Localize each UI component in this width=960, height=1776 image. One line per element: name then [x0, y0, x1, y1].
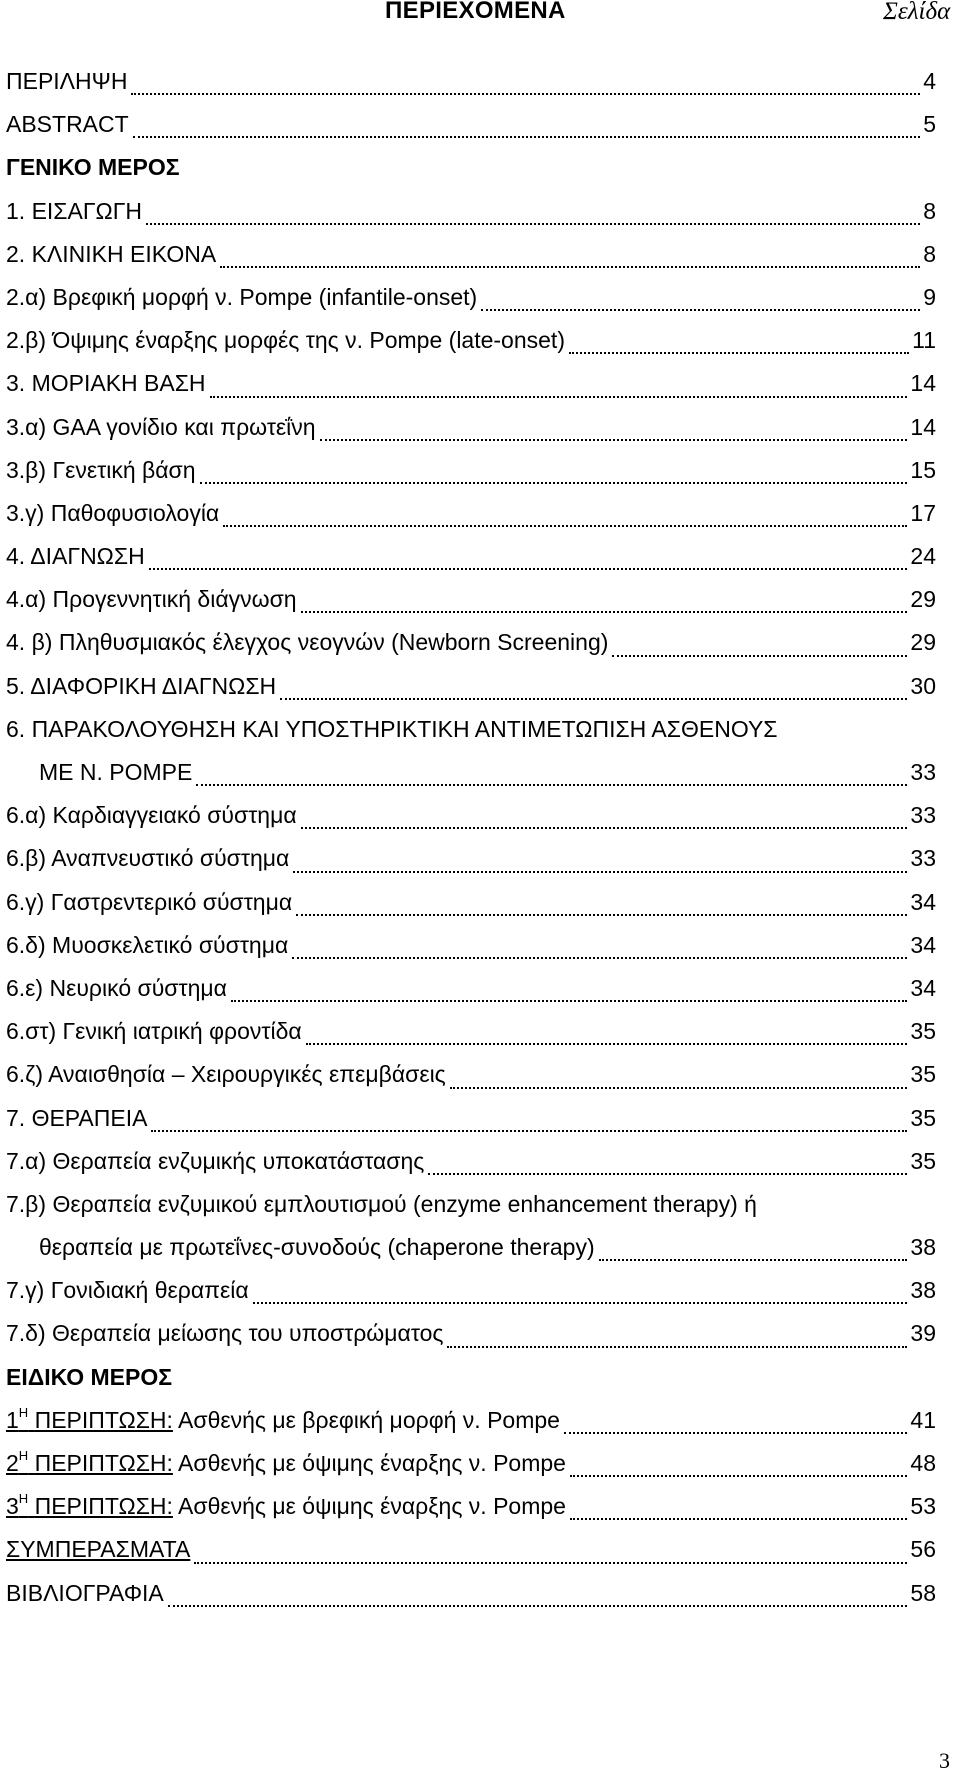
toc-entry-page: 53: [910, 1493, 936, 1520]
toc-entry-title: 6.δ) Μυοσκελετικό σύστημα: [6, 931, 289, 958]
toc-entry-title: [6, 1399, 560, 1445]
toc-entry-page: 48: [910, 1450, 936, 1476]
dot-leader: [280, 698, 907, 700]
toc-entry-page: 38: [910, 1234, 936, 1261]
toc-entry-title: ΣΥΜΠΕΡΑΣΜΑΤΑ: [6, 1536, 191, 1563]
case-superscript: Η: [18, 1448, 29, 1463]
dot-leader: [481, 309, 920, 311]
dot-leader: [253, 1302, 907, 1304]
toc-entry-title: 7.β) Θεραπεία ενζυμικού εμπλουτισμού (enzyme enhancement therapy) ή: [6, 1190, 757, 1217]
dot-leader: [194, 1562, 907, 1564]
dot-leader: [447, 1346, 907, 1348]
dot-leader: [293, 871, 907, 873]
dot-leader: [564, 1432, 907, 1434]
toc-entry-title: 6. ΠΑΡΑΚΟΛΟΥΘΗΣΗ ΚΑΙ ΥΠΟΣΤΗΡΙΚΤΙΚΗ ΑΝΤΙΜΕΤΩΠΙΣΗ ΑΣΘΕΝΟΥΣ: [6, 715, 778, 742]
toc-entry-title: 6.ζ) Αναισθησία – Χειρουργικές επεμβάσεις: [6, 1061, 446, 1088]
dot-leader: [151, 1130, 907, 1132]
dot-leader: [301, 827, 907, 829]
toc-entry[interactable]: [6, 578, 936, 621]
case-description: Ασθενής με όψιμης έναρξης ν. Pompe: [178, 1493, 566, 1520]
toc-entry-page: 33: [910, 845, 936, 872]
toc-entry-page: 35: [910, 1147, 936, 1174]
toc-entry-title: 2.α) Βρεφική μορφή ν. Pompe (infantile-onset): [6, 283, 478, 310]
dot-leader: [450, 1087, 907, 1089]
case-number: 1: [6, 1406, 19, 1433]
toc-entry-abstract[interactable]: [6, 103, 936, 146]
case-number: 2: [6, 1450, 19, 1476]
dot-leader: [612, 655, 907, 657]
dot-leader: [200, 482, 907, 484]
toc-entry-page: 33: [910, 759, 936, 785]
toc-entry-title: ΓΕΝΙΚΟ ΜΕΡΟΣ: [6, 154, 180, 181]
toc-entry-page: 34: [910, 931, 936, 958]
toc-entry-title: 6.στ) Γενική ιατρική φροντίδα: [6, 1018, 302, 1045]
toc-entry[interactable]: [6, 881, 936, 924]
toc-entry-page: 8: [923, 197, 936, 224]
toc-entry-title: 3.α) GAA γονίδιο και πρωτεΐνη: [6, 413, 316, 440]
dot-leader: [570, 1518, 907, 1520]
toc-entry[interactable]: [6, 1183, 936, 1226]
toc-entry[interactable]: [6, 406, 936, 449]
dot-leader: [428, 1173, 907, 1175]
toc-entry[interactable]: [6, 449, 936, 492]
toc-entry[interactable]: [6, 535, 936, 578]
toc-entry-page: 24: [910, 543, 936, 570]
toc-entry-title: 7. ΘΕΡΑΠΕΙΑ: [6, 1104, 148, 1131]
toc-entry[interactable]: [6, 751, 936, 794]
case-label: [6, 1493, 173, 1519]
dot-leader: [223, 525, 907, 527]
toc-entry[interactable]: [6, 1269, 936, 1312]
toc-entry-title: 6.β) Αναπνευστικό σύστημα: [6, 845, 290, 872]
toc-entry[interactable]: [6, 1097, 936, 1140]
toc-entry-title: 7.δ) Θεραπεία μείωσης του υποστρώματος: [6, 1320, 444, 1347]
toc-entry-page: 39: [910, 1320, 936, 1347]
toc-entry-case-3[interactable]: [6, 1485, 936, 1528]
case-description: Ασθενής με βρεφική μορφή ν. Pompe: [178, 1406, 560, 1433]
toc-entry-page: 38: [910, 1277, 936, 1304]
toc-entry-title: 3.β) Γενετική βάση: [6, 456, 196, 483]
toc-entry-page: 17: [910, 499, 936, 526]
toc-entry-title: ΒΙΒΛΙΟΓΡΑΦΙΑ: [6, 1579, 164, 1606]
toc-entry[interactable]: [6, 276, 936, 319]
dot-leader: [231, 1000, 907, 1002]
case-superscript: Η: [18, 1404, 29, 1420]
toc-entry-summary[interactable]: [6, 60, 936, 103]
dot-leader: [292, 957, 907, 959]
page-number: 3: [939, 1748, 950, 1773]
table-of-contents: [6, 60, 936, 1615]
toc-entry[interactable]: [6, 190, 936, 233]
toc-entry-case-2[interactable]: [6, 1442, 936, 1485]
case-superscript: Η: [18, 1491, 29, 1507]
toc-entry-title: 7.γ) Γονιδιακή θεραπεία: [6, 1277, 249, 1304]
section-heading-special: [6, 1356, 936, 1399]
dot-leader: [599, 1259, 907, 1261]
toc-entry-page: 56: [910, 1536, 936, 1563]
dot-leader: [296, 914, 907, 916]
dot-leader: [306, 1043, 907, 1045]
dot-leader: [146, 223, 920, 225]
toc-entry[interactable]: [6, 362, 936, 405]
case-label: [6, 1404, 173, 1433]
toc-entry-title: 1. ΕΙΣΑΓΩΓΗ: [6, 197, 143, 224]
toc-entry-page: 14: [910, 370, 936, 397]
toc-entry-page: 41: [910, 1406, 936, 1433]
toc-entry[interactable]: [6, 492, 936, 535]
toc-entry-title: [6, 1485, 566, 1531]
toc-entry[interactable]: [6, 233, 936, 276]
toc-entry-page: 15: [910, 456, 936, 483]
toc-entry-title: 4. β) Πληθυσμιακός έλεγχος νεογνών (Newborn Screening): [6, 629, 609, 656]
toc-entry-title: ABSTRACT: [6, 111, 129, 138]
toc-entry[interactable]: [6, 967, 936, 1010]
toc-entry[interactable]: [6, 1226, 936, 1269]
dot-leader: [149, 568, 907, 570]
toc-entry-conclusions[interactable]: [6, 1528, 936, 1571]
toc-entry-title: 7.α) Θεραπεία ενζυμικής υποκατάστασης: [6, 1147, 425, 1174]
toc-entry-title: [6, 1442, 566, 1488]
toc-entry-page: 11: [912, 327, 936, 354]
dot-leader: [131, 93, 920, 95]
toc-entry-page: 34: [910, 974, 936, 1001]
case-word: ΠΕΡΙΠΤΩΣΗ:: [34, 1406, 173, 1433]
toc-entry-page: 35: [910, 1061, 936, 1088]
case-label: [6, 1450, 173, 1476]
toc-entry[interactable]: [6, 924, 936, 967]
toc-entry[interactable]: [6, 1140, 936, 1183]
toc-entry[interactable]: [6, 621, 936, 664]
toc-entry[interactable]: [6, 794, 936, 837]
dot-leader: [210, 396, 907, 398]
toc-entry-title: 2.β) Όψιμης έναρξης μορφές της ν. Pompe (late-onset): [6, 327, 565, 354]
case-number: 3: [6, 1493, 19, 1520]
toc-entry[interactable]: [6, 665, 936, 708]
toc-entry-page: 29: [910, 629, 936, 656]
toc-entry-bibliography[interactable]: [6, 1572, 936, 1615]
page-column-label: Σελίδα: [883, 0, 951, 25]
dot-leader: [220, 266, 920, 268]
case-word: ΠΕΡΙΠΤΩΣΗ:: [34, 1450, 173, 1476]
toc-entry-title: 3.γ) Παθοφυσιολογία: [6, 499, 220, 526]
toc-entry-page: 9: [923, 283, 936, 310]
toc-entry-page: 33: [910, 802, 936, 829]
dot-leader: [569, 352, 909, 354]
toc-entry-page: 30: [910, 672, 936, 699]
toc-entry[interactable]: [6, 1053, 936, 1096]
toc-entry-page: 29: [910, 586, 936, 613]
toc-entry-title: 2. ΚΛΙΝΙΚΗ ΕΙΚΟΝΑ: [6, 240, 217, 267]
toc-entry-page: 35: [910, 1018, 936, 1045]
dot-leader: [168, 1605, 907, 1607]
dot-leader: [570, 1475, 907, 1477]
toc-title: ΠΕΡΙΕΧΟΜΕΝΑ: [385, 0, 566, 24]
toc-entry-title: 5. ΔΙΑΦΟΡΙΚΗ ΔΙΑΓΝΩΣΗ: [6, 672, 277, 699]
toc-entry-title: 6.α) Καρδιαγγειακό σύστημα: [6, 802, 297, 829]
dot-leader: [301, 611, 907, 613]
toc-entry-title: 6.γ) Γαστρεντερικό σύστημα: [6, 888, 293, 915]
toc-entry[interactable]: [6, 708, 936, 751]
dot-leader: [320, 439, 907, 441]
toc-entry-page: 34: [910, 888, 936, 915]
toc-entry-page: 4: [923, 68, 936, 94]
toc-entry-page: 8: [923, 240, 936, 267]
toc-entry-title: ΕΙΔΙΚΟ ΜΕΡΟΣ: [6, 1363, 173, 1390]
toc-entry-page: 35: [910, 1104, 936, 1131]
toc-entry-page: 5: [923, 111, 936, 138]
toc-entry-title: θεραπεία με πρωτεΐνες-συνοδούς (chaperone therapy): [39, 1234, 595, 1261]
toc-entry[interactable]: [6, 1312, 936, 1355]
toc-entry-title: 3. ΜΟΡΙΑΚΗ ΒΑΣΗ: [6, 370, 206, 397]
toc-entry-title: 4.α) Προγεννητική διάγνωση: [6, 586, 297, 613]
toc-entry[interactable]: [6, 319, 936, 362]
case-description: Ασθενής με όψιμης έναρξης ν. Pompe: [178, 1450, 566, 1476]
dot-leader: [196, 784, 907, 786]
dot-leader: [133, 136, 920, 138]
toc-entry-title: 4. ΔΙΑΓΝΩΣΗ: [6, 543, 145, 570]
toc-entry[interactable]: [6, 837, 936, 880]
toc-entry-page: 14: [910, 413, 936, 440]
toc-entry[interactable]: [6, 1010, 936, 1053]
toc-entry-title: ΜΕ Ν. POMPE: [39, 759, 193, 785]
toc-entry-title: ΠΕΡΙΛΗΨΗ: [6, 68, 128, 94]
section-heading-general: [6, 146, 936, 189]
toc-entry-case-1[interactable]: [6, 1399, 936, 1442]
toc-entry-title: 6.ε) Νευρικό σύστημα: [6, 974, 227, 1001]
case-word: ΠΕΡΙΠΤΩΣΗ:: [34, 1493, 173, 1520]
toc-entry-page: 58: [910, 1579, 936, 1606]
